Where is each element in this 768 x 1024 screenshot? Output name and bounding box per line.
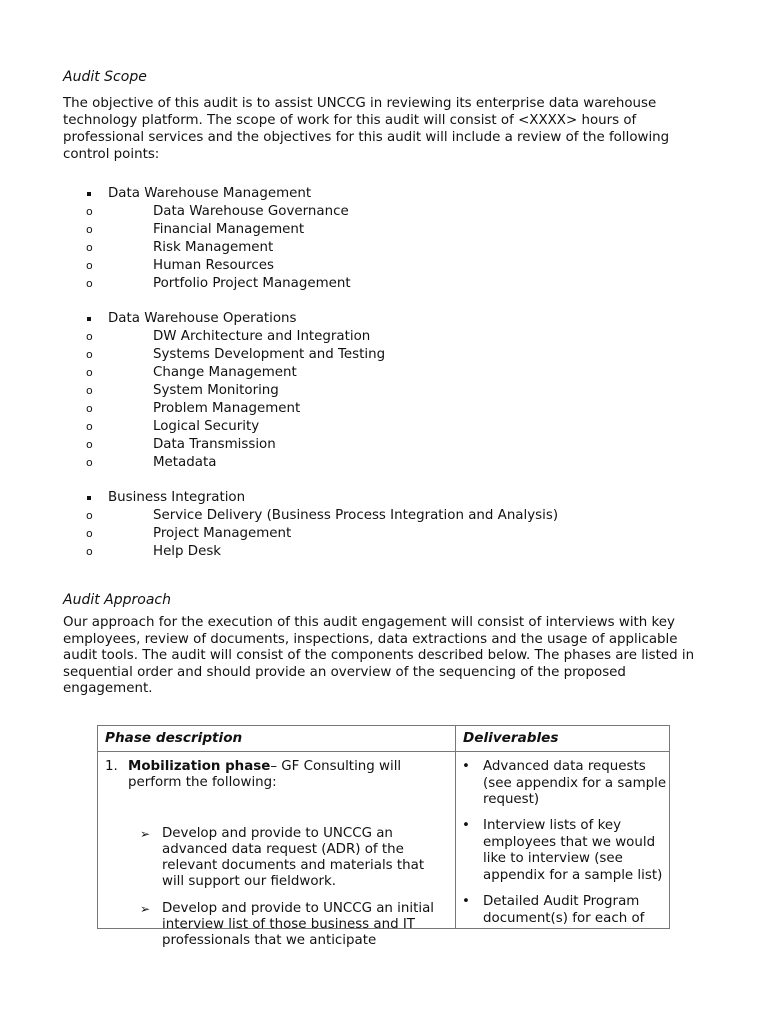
table-header-row [98, 726, 670, 752]
phase-number: 1. [105, 759, 118, 774]
item-label: System Monitoring [153, 383, 279, 398]
table-row [98, 752, 670, 929]
item-label: Data Warehouse Governance [153, 204, 349, 219]
list-item [86, 203, 703, 221]
circle-bullet-icon: o [86, 348, 93, 361]
page-content [63, 68, 703, 698]
item-label: Portfolio Project Management [153, 276, 351, 291]
list-item [462, 894, 678, 927]
item-label: Problem Management [153, 401, 301, 416]
square-bullet-icon [87, 192, 91, 196]
phase-intro [128, 759, 438, 791]
list-item [140, 826, 437, 890]
arrow-bullet-icon: ➢ [140, 827, 151, 841]
list-item [86, 418, 703, 436]
item-label: Data Transmission [153, 437, 276, 452]
bullet-icon: • [462, 818, 470, 833]
column-header-phase: Phase description [98, 726, 456, 752]
list-item [86, 436, 703, 454]
list-item [86, 454, 703, 472]
circle-bullet-icon: o [86, 509, 93, 522]
list-item [63, 185, 703, 293]
square-bullet-icon [87, 496, 91, 500]
item-label: Risk Management [153, 240, 274, 255]
list-item [86, 346, 703, 364]
circle-bullet-icon: o [86, 223, 93, 236]
circle-bullet-icon: o [86, 527, 93, 540]
circle-bullet-icon: o [86, 241, 93, 254]
circle-bullet-icon: o [86, 277, 93, 290]
audit-approach-intro: Our approach for the execution of this audit engagement will consist of interviews with key employees, review of documents, inspections, data extractions and the usage of applicable audit tools. The audit will consist of the components described below. The phases are listed in sequential order and should provide an overview of the sequencing of the proposed engagement. [63, 615, 695, 696]
phases-table [97, 725, 670, 948]
list-item [86, 543, 703, 561]
item-label: Change Management [153, 365, 297, 380]
circle-bullet-icon: o [86, 402, 93, 415]
list-item [86, 328, 703, 346]
circle-bullet-icon: o [86, 330, 93, 343]
list-item [462, 818, 678, 884]
circle-bullet-icon: o [86, 366, 93, 379]
list-item [63, 489, 703, 561]
phase-name: Mobilization phase [128, 759, 271, 774]
list-item [86, 275, 703, 293]
deliverable-text: Interview lists of key employees that we would like to interview (see appendix for a sample list) [483, 818, 663, 883]
phase-cell [98, 752, 456, 948]
square-bullet-icon [87, 317, 91, 321]
sub-item-text: Develop and provide to UNCCG an advanced data request (ADR) of the relevant documents and materials that will support our fieldwork. [162, 826, 425, 889]
list-item [86, 221, 703, 239]
group-title: Data Warehouse Operations [108, 311, 297, 326]
circle-bullet-icon: o [86, 438, 93, 451]
list-item [86, 400, 703, 418]
control-points-list [63, 185, 703, 561]
circle-bullet-icon: o [86, 259, 93, 272]
column-header-deliverables: Deliverables [456, 726, 670, 752]
circle-bullet-icon: o [86, 545, 93, 558]
phase-rest: – GF Consulting will perform the following: [128, 759, 402, 790]
group-title: Data Warehouse Management [108, 186, 312, 201]
list-item [86, 364, 703, 382]
list-spacer [63, 472, 703, 489]
list-item [140, 901, 437, 949]
deliverable-text: Detailed Audit Program document(s) for each of [483, 894, 645, 926]
bullet-icon: • [462, 894, 470, 909]
item-label: Human Resources [153, 258, 274, 273]
list-spacer [63, 293, 703, 310]
item-label: Metadata [153, 455, 217, 470]
item-label: Financial Management [153, 222, 305, 237]
deliverables-cell [456, 752, 670, 929]
circle-bullet-icon: o [86, 205, 93, 218]
circle-bullet-icon: o [86, 384, 93, 397]
group-title: Business Integration [108, 490, 246, 505]
sub-item-text: Develop and provide to UNCCG an initial interview list of those business and IT professionals that we anticipate [162, 901, 434, 948]
bullet-icon: • [462, 759, 470, 774]
deliverable-text: Advanced data requests (see appendix for a sample request) [483, 759, 667, 807]
circle-bullet-icon: o [86, 456, 93, 469]
item-label: Project Management [153, 526, 292, 541]
item-label: DW Architecture and Integration [153, 329, 371, 344]
list-item [86, 239, 703, 257]
item-label: Logical Security [153, 419, 260, 434]
list-item [63, 310, 703, 472]
audit-scope-intro: The objective of this audit is to assist UNCCG in reviewing its enterprise data warehouse technology platform. The scope of work for this audit will consist of <XXXX> hours of professional services and the objectives for this audit will include a review of the following control points: [63, 96, 670, 162]
item-label: Service Delivery (Business Process Integration and Analysis) [153, 508, 559, 523]
circle-bullet-icon: o [86, 420, 93, 433]
arrow-bullet-icon: ➢ [140, 902, 151, 916]
item-label: Systems Development and Testing [153, 347, 386, 362]
list-item [86, 525, 703, 543]
audit-scope-heading: Audit Scope [63, 69, 147, 85]
list-item [86, 257, 703, 275]
list-item [462, 759, 678, 809]
item-label: Help Desk [153, 544, 222, 559]
list-item [86, 382, 703, 400]
list-item [86, 507, 703, 525]
audit-approach-heading: Audit Approach [63, 592, 171, 608]
